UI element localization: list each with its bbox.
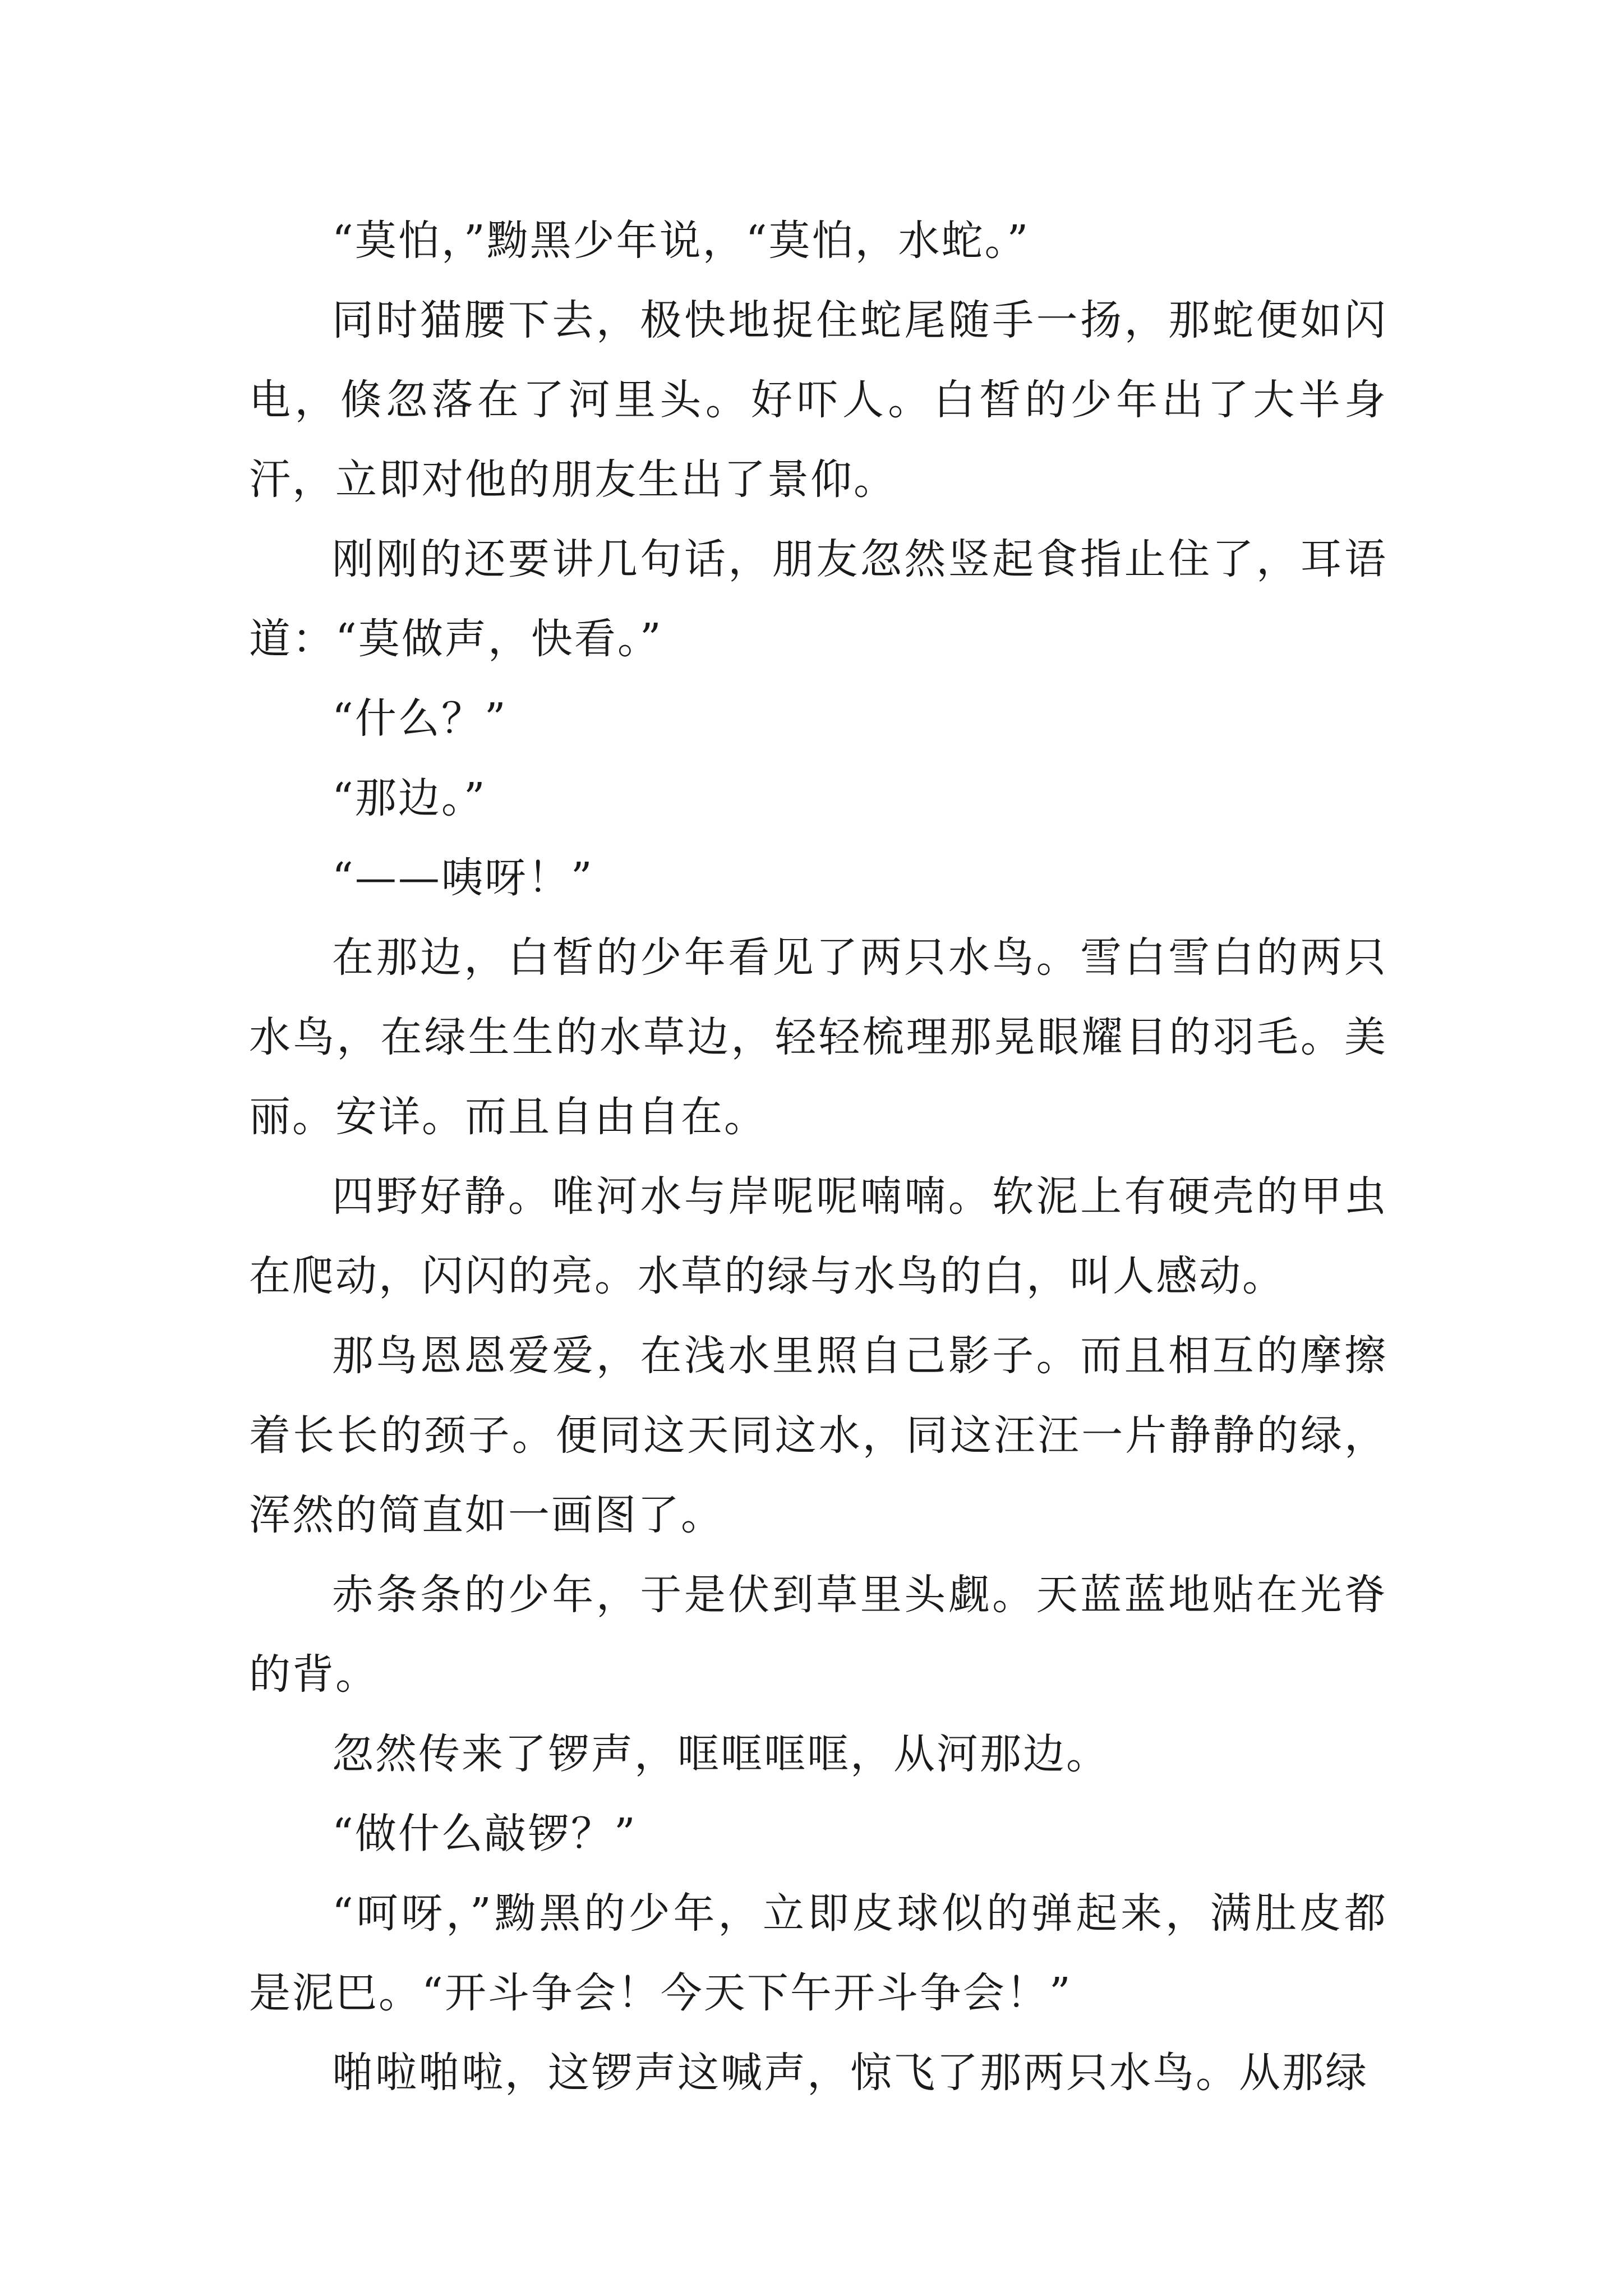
- paragraph-5: “那边。”: [332, 774, 487, 822]
- paragraph-4: “什么？”: [332, 694, 508, 743]
- paragraph-1: “莫怕，”黝黑少年说，“莫怕，水蛇。”: [332, 217, 1030, 265]
- paragraph-7: 在那边，白皙的少年看见了两只水鸟。雪白雪白的两只水鸟，在绿生生的水草边，轻轻梳理那晃眼耀目的羽毛。美丽。安详。而且自由自在。: [249, 933, 1387, 1141]
- paragraph-6: “——咦呀！”: [332, 854, 594, 902]
- paragraph-10: 赤条条的少年，于是伏到草里头觑。天蓝蓝地贴在光脊的背。: [249, 1571, 1387, 1699]
- paragraph-9: 那鸟恩恩爱爱，在浅水里照自己影子。而且相互的摩擦着长长的颈子。便同这天同这水，同这汪汪一片静静的绿，浑然的简直如一画图了。: [249, 1332, 1387, 1539]
- paragraph-2: 同时猫腰下去，极快地捉住蛇尾随手一扬，那蛇便如闪电，倏忽落在了河里头。好吓人。白皙的少年出了大半身汗，立即对他的朋友生出了景仰。: [249, 296, 1387, 504]
- paragraph-12: “做什么敲锣？”: [332, 1810, 637, 1858]
- paragraph-8: 四野好静。唯河水与岸呢呢喃喃。软泥上有硬壳的甲虫在爬动，闪闪的亮。水草的绿与水鸟的白，叫人感动。: [249, 1172, 1387, 1300]
- body-text: [249, 201, 1387, 2113]
- paragraph-14: 啪啦啪啦，这锣声这喊声，惊飞了那两只水鸟。从那绿: [332, 2049, 1368, 2097]
- paragraph-13: “呵呀，”黝黑的少年，立即皮球似的弹起来，满肚皮都是泥巴。“开斗争会！今天下午开斗争会！”: [249, 1889, 1387, 2017]
- paragraph-11: 忽然传来了锣声，哐哐哐哐，从河那边。: [332, 1730, 1109, 1778]
- paragraph-3: 刚刚的还要讲几句话，朋友忽然竖起食指止住了，耳语道：“莫做声，快看。”: [249, 535, 1387, 663]
